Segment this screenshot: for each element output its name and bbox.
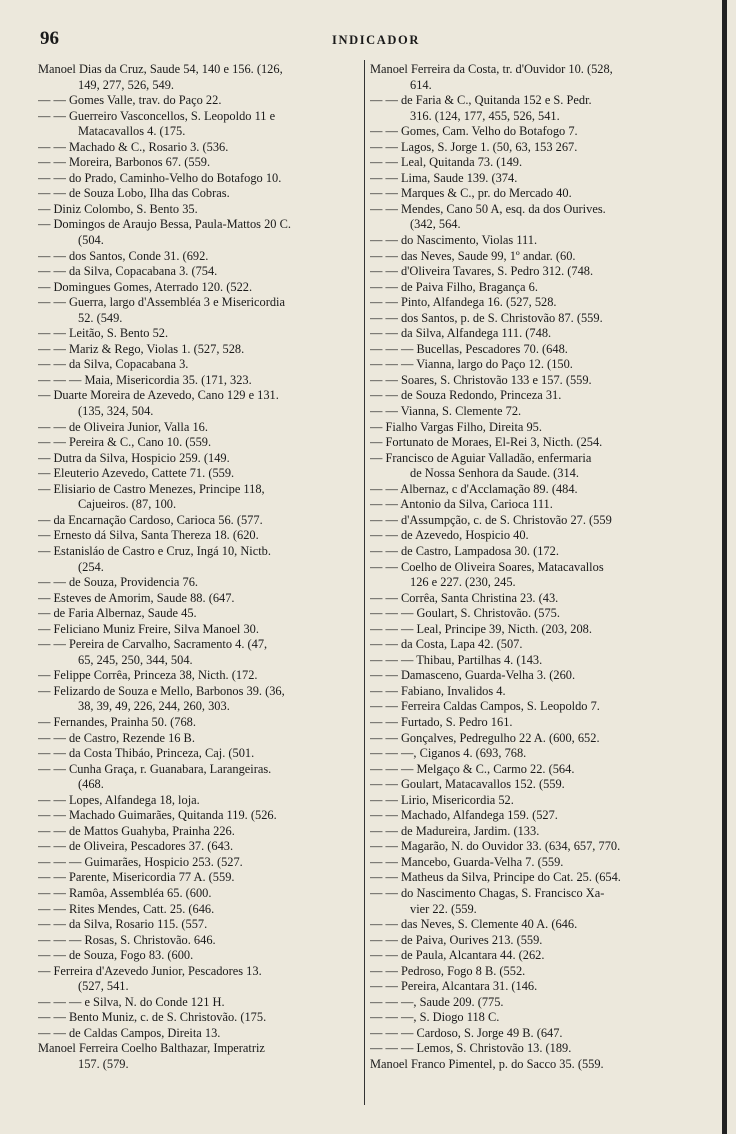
directory-entry-line: — Feliciano Muniz Freire, Silva Manoel 30. bbox=[38, 621, 259, 636]
directory-entry-line: — — de Paula, Alcantara 44. (262. bbox=[370, 948, 545, 963]
directory-entry-line: (527, 541. bbox=[78, 979, 129, 994]
directory-entry-line: — — — Leal, Principe 39, Nicth. (203, 208. bbox=[370, 621, 592, 636]
directory-entry-line: — — Guerra, largo d'Assembléa 3 e Misericordia bbox=[38, 295, 285, 310]
directory-entry-line: — — da Silva, Copacabana 3. bbox=[38, 357, 189, 372]
directory-entry-line: — — do Prado, Caminho-Velho do Botafogo 10. bbox=[38, 170, 282, 185]
directory-entry-line: — — d'Oliveira Tavares, S. Pedro 312. (748. bbox=[370, 264, 594, 279]
directory-entry-line: — Esteves de Amorim, Saude 88. (647. bbox=[38, 590, 235, 605]
directory-entry-line: — Domingos de Araujo Bessa, Paula-Mattos 20 C. bbox=[38, 217, 291, 232]
directory-entry-line: — — de Castro, Lampadosa 30. (172. bbox=[370, 543, 559, 558]
directory-entry-line: — — Leal, Quitanda 73. (149. bbox=[370, 155, 523, 170]
running-head: INDICADOR bbox=[331, 33, 420, 47]
directory-entry-line: — — Matheus da Silva, Principe do Cat. 25. (654. bbox=[370, 870, 621, 885]
directory-entry-line: — Elisiario de Castro Menezes, Principe 118, bbox=[38, 481, 265, 496]
directory-entry-line: — — de Souza, Fogo 83. (600. bbox=[38, 948, 194, 963]
directory-entry-line: — — Pereira & C., Cano 10. (559. bbox=[38, 435, 212, 450]
directory-entry-line: — — Ferreira Caldas Campos, S. Leopoldo 7. bbox=[370, 699, 600, 714]
directory-entry-line: — Felizardo de Souza e Mello, Barbonos 39. (36, bbox=[38, 683, 285, 698]
directory-entry-line: — — de Castro, Rezende 16 B. bbox=[38, 730, 195, 745]
directory-entry-line: — — da Costa, Lapa 42. (507. bbox=[370, 637, 523, 652]
directory-entry-line: 126 e 227. (230, 245. bbox=[410, 575, 516, 590]
directory-entry-line: — Duarte Moreira de Azevedo, Cano 129 e 131. bbox=[38, 388, 279, 403]
directory-entry-line: 38, 39, 49, 226, 244, 260, 303. bbox=[78, 699, 230, 714]
directory-entry-line: — — Machado Guimarães, Quitanda 119. (526. bbox=[38, 808, 277, 823]
directory-entry-line: — — Lima, Saude 139. (374. bbox=[370, 170, 518, 185]
directory-entry-line: — — Parente, Misericordia 77 A. (559. bbox=[38, 870, 235, 885]
directory-entry-line: Cajueiros. (87, 100. bbox=[78, 497, 177, 512]
directory-entry-line: — — do Nascimento Chagas, S. Francisco Xa- bbox=[370, 885, 605, 900]
directory-entry-line: — — Soares, S. Christovão 133 e 157. (559. bbox=[370, 372, 592, 387]
directory-entry-line: — — da Silva, Copacabana 3. (754. bbox=[38, 264, 218, 279]
directory-entry-line: Manoel Ferreira Coelho Balthazar, Imperatriz bbox=[38, 1041, 265, 1056]
directory-entry-line: (504. bbox=[78, 233, 104, 248]
directory-entry-line: — Felippe Corrêa, Princeza 38, Nicth. (172. bbox=[38, 668, 258, 683]
directory-entry-line: — — Gomes Valle, trav. do Paço 22. bbox=[38, 93, 222, 108]
directory-entry-line: — — Leitão, S. Bento 52. bbox=[38, 326, 169, 341]
directory-entry-line: — — Machado & C., Rosario 3. (536. bbox=[38, 139, 229, 154]
directory-entry-line: de Nossa Senhora da Saude. (314. bbox=[410, 466, 579, 481]
directory-entry-line: — — — Maia, Misericordia 35. (171, 323. bbox=[38, 372, 252, 387]
directory-entry-line: — Dutra da Silva, Hospicio 259. (149. bbox=[38, 450, 230, 465]
directory-entry-line: — — de Madureira, Jardim. (133. bbox=[370, 823, 540, 838]
directory-entry-line: — — Mancebo, Guarda-Velha 7. (559. bbox=[370, 854, 564, 869]
directory-entry-line: — — de Oliveira Junior, Valla 16. bbox=[38, 419, 208, 434]
page-number: 96 bbox=[40, 28, 59, 49]
directory-entry-line: — — Antonio da Silva, Carioca 111. bbox=[370, 497, 553, 512]
directory-entry-line: — Fortunato de Moraes, El-Rei 3, Nicth. (254. bbox=[370, 435, 603, 450]
directory-entry-line: — — Cunha Graça, r. Guanabara, Larangeiras. bbox=[38, 761, 272, 776]
directory-entry-line: (254. bbox=[78, 559, 104, 574]
directory-entry-line: — — de Souza Redondo, Princeza 31. bbox=[370, 388, 562, 403]
directory-entry-line: — — — Cardoso, S. Jorge 49 B. (647. bbox=[370, 1025, 563, 1040]
page-edge-rule bbox=[722, 0, 727, 1134]
directory-entry-line: — — de Souza, Providencia 76. bbox=[38, 575, 199, 590]
directory-entry-line: — — Fabiano, Invalidos 4. bbox=[370, 683, 506, 698]
directory-entry-line: — — Albernaz, c d'Acclamação 89. (484. bbox=[370, 481, 578, 496]
directory-entry-line: — — Magarão, N. do Ouvidor 33. (634, 657, 770. bbox=[370, 839, 621, 854]
directory-entry-line: — — — Thibau, Partilhas 4. (143. bbox=[370, 652, 543, 667]
directory-entry-line: (135, 324, 504. bbox=[78, 404, 154, 419]
directory-entry-line: — — Vianna, S. Clemente 72. bbox=[370, 404, 522, 419]
directory-entry-line: — — Lopes, Alfandega 18, loja. bbox=[38, 792, 200, 807]
directory-entry-line: — — da Silva, Rosario 115. (557. bbox=[38, 917, 208, 932]
directory-entry-line: 52. (549. bbox=[78, 310, 123, 325]
directory-entry-line: — — Gonçalves, Pedregulho 22 A. (600, 652. bbox=[370, 730, 600, 745]
directory-entry-line: Matacavallos 4. (175. bbox=[78, 124, 186, 139]
directory-entry-line: — — das Neves, S. Clemente 40 A. (646. bbox=[370, 917, 578, 932]
directory-entry-line: — — de Azevedo, Hospicio 40. bbox=[370, 528, 529, 543]
directory-entry-line: — Estanisláo de Castro e Cruz, Ingá 10, Nictb. bbox=[38, 543, 271, 558]
directory-entry-line: — — de Oliveira, Pescadores 37. (643. bbox=[38, 839, 234, 854]
directory-entry-line: — Fernandes, Prainha 50. (768. bbox=[38, 714, 196, 729]
directory-entry-line: — — — Goulart, S. Christovão. (575. bbox=[370, 606, 560, 621]
directory-entry-line: — Francisco de Aguiar Valladão, enfermaria bbox=[370, 450, 592, 465]
directory-entry-line: — — —, Saude 209. (775. bbox=[370, 994, 504, 1009]
directory-entry-line: — — Ramôa, Assembléa 65. (600. bbox=[38, 885, 212, 900]
directory-entry-line: — — — e Silva, N. do Conde 121 H. bbox=[38, 994, 225, 1009]
directory-entry-line: — — — Guimarães, Hospicio 253. (527. bbox=[38, 854, 243, 869]
directory-entry-line: — — de Paiva Filho, Bragança 6. bbox=[370, 279, 538, 294]
directory-entry-line: — de Faria Albernaz, Saude 45. bbox=[38, 606, 197, 621]
directory-entry-line: — — —, Ciganos 4. (693, 768. bbox=[370, 746, 527, 761]
directory-entry-line: 614. bbox=[410, 77, 432, 92]
directory-entry-line: — — Machado, Alfandega 159. (527. bbox=[370, 808, 558, 823]
right-column bbox=[370, 62, 696, 1073]
directory-entry-line: — — Lagos, S. Jorge 1. (50, 63, 153 267. bbox=[370, 139, 578, 154]
directory-entry-line: 149, 277, 526, 549. bbox=[78, 77, 175, 92]
directory-entry-line: 65, 245, 250, 344, 504. bbox=[78, 652, 193, 667]
directory-entry-line: — — Furtado, S. Pedro 161. bbox=[370, 714, 513, 729]
directory-entry-line: — — Pedroso, Fogo 8 B. (552. bbox=[370, 963, 526, 978]
directory-entry-line: — — dos Santos, p. de S. Christovão 87. (559. bbox=[370, 310, 603, 325]
directory-entry-line: — — Pereira de Carvalho, Sacramento 4. (47, bbox=[38, 637, 268, 652]
directory-entry-line: — — — Bucellas, Pescadores 70. (648. bbox=[370, 341, 568, 356]
directory-entry-line: Manoel Ferreira da Costa, tr. d'Ouvidor 10. (528, bbox=[370, 62, 613, 76]
directory-entry-line: (342, 564. bbox=[410, 217, 461, 232]
directory-entry-line: — — Corrêa, Santa Christina 23. (43. bbox=[370, 590, 559, 605]
directory-entry-line: — — da Costa Thibáo, Princeza, Caj. (501. bbox=[38, 746, 255, 761]
directory-entry-line: — — Gomes, Cam. Velho do Botafogo 7. bbox=[370, 124, 578, 139]
directory-entry-line: 157. (579. bbox=[78, 1057, 129, 1071]
directory-entry-line: (468. bbox=[78, 777, 104, 792]
directory-entry-line: — — — Vianna, largo do Paço 12. (150. bbox=[370, 357, 573, 372]
directory-entry-line: Manoel Franco Pimentel, p. do Sacco 35. (559. bbox=[370, 1057, 604, 1071]
directory-entry-line: — Ernesto dá Silva, Santa Thereza 18. (620. bbox=[38, 528, 259, 543]
directory-entry-line: — — Mendes, Cano 50 A, esq. da dos Ourives. bbox=[370, 201, 606, 216]
directory-entry-line: — Domingues Gomes, Aterrado 120. (522. bbox=[38, 279, 253, 294]
directory-entry-line: — Eleuterio Azevedo, Cattete 71. (559. bbox=[38, 466, 235, 481]
directory-entry-line: Manoel Dias da Cruz, Saude 54, 140 e 156. (126, bbox=[38, 62, 283, 76]
directory-entry-line: — — Guerreiro Vasconcellos, S. Leopoldo 11 e bbox=[38, 108, 276, 123]
directory-entry-line: — — Pinto, Alfandega 16. (527, 528. bbox=[370, 295, 557, 310]
directory-entry-line: — — do Nascimento, Violas 111. bbox=[370, 233, 538, 248]
directory-entry-line: — — de Paiva, Ourives 213. (559. bbox=[370, 932, 543, 947]
directory-entry-line: — — Marques & C., pr. do Mercado 40. bbox=[370, 186, 572, 201]
directory-entry-line: — — da Silva, Alfandega 111. (748. bbox=[370, 326, 552, 341]
directory-entry-line: — — Bento Muniz, c. de S. Christovão. (175. bbox=[38, 1010, 267, 1025]
directory-entry-line: — Diniz Colombo, S. Bento 35. bbox=[38, 201, 198, 216]
directory-entry-line: — — de Faria & C., Quitanda 152 e S. Pedr. bbox=[370, 93, 592, 108]
directory-entry-line: — da Encarnação Cardoso, Carioca 56. (577. bbox=[38, 512, 263, 527]
page-header bbox=[40, 28, 712, 52]
directory-entry-line: vier 22. (559. bbox=[410, 901, 477, 916]
directory-entry-line: — — —, S. Diogo 118 C. bbox=[370, 1010, 500, 1025]
directory-entry-line: — — Coelho de Oliveira Soares, Matacavallos bbox=[370, 559, 604, 574]
directory-entry-line: — — Pereira, Alcantara 31. (146. bbox=[370, 979, 538, 994]
directory-entry-line: — Fialho Vargas Filho, Direita 95. bbox=[370, 419, 542, 434]
directory-entry-line: — — — Rosas, S. Christovão. 646. bbox=[38, 932, 216, 947]
directory-entry-line: — — Lirio, Misericordia 52. bbox=[370, 792, 514, 807]
directory-entry-line: — — Damasceno, Guarda-Velha 3. (260. bbox=[370, 668, 576, 683]
directory-entry-line: — — Mariz & Rego, Violas 1. (527, 528. bbox=[38, 341, 245, 356]
directory-entry-line: — — — Melgaço & C., Carmo 22. (564. bbox=[370, 761, 575, 776]
directory-entry-line: — — Goulart, Matacavallos 152. (559. bbox=[370, 777, 565, 792]
directory-entry-line: 316. (124, 177, 455, 526, 541. bbox=[410, 108, 560, 123]
directory-entry-line: — — Rites Mendes, Catt. 25. (646. bbox=[38, 901, 215, 916]
directory-entry-line: — — d'Assumpção, c. de S. Christovão 27. (559 bbox=[370, 512, 612, 527]
left-column bbox=[38, 62, 360, 1073]
directory-entry-line: — — de Caldas Campos, Direita 13. bbox=[38, 1025, 221, 1040]
directory-entry-line: — — de Souza Lobo, Ilha das Cobras. bbox=[38, 186, 230, 201]
column-divider bbox=[364, 60, 365, 1105]
directory-entry-line: — Ferreira d'Azevedo Junior, Pescadores 13. bbox=[38, 963, 262, 978]
directory-entry-line: — — Moreira, Barbonos 67. (559. bbox=[38, 155, 211, 170]
directory-entry-line: — — — Lemos, S. Christovão 13. (189. bbox=[370, 1041, 572, 1056]
directory-entry-line: — — dos Santos, Conde 31. (692. bbox=[38, 248, 209, 263]
directory-entry-line: — — das Neves, Saude 99, 1º andar. (60. bbox=[370, 248, 576, 263]
directory-entry-line: — — de Mattos Guahyba, Prainha 226. bbox=[38, 823, 235, 838]
